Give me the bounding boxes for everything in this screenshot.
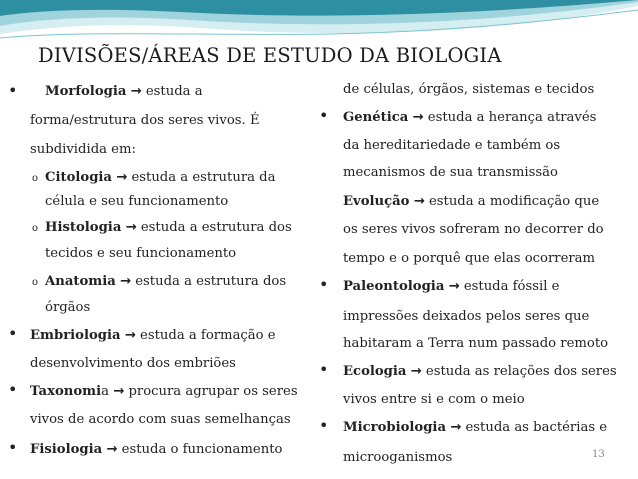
item-histologia: Histologia → estuda a estrutura dos bbox=[45, 220, 292, 235]
histologia-cont: tecidos e seu funcionamento bbox=[45, 246, 237, 261]
morfologia-cont-1: forma/estrutura dos seres vivos. É bbox=[30, 113, 260, 128]
bullet-ecologia: • bbox=[319, 360, 329, 379]
bullet-morfologia: • bbox=[8, 81, 18, 100]
arrow-icon: → bbox=[119, 274, 132, 289]
item-genetica: Genética → estuda a herança através bbox=[343, 110, 597, 125]
citologia-cont: célula e seu funcionamento bbox=[45, 194, 229, 209]
arrow-icon: → bbox=[410, 364, 422, 379]
arrow-icon: → bbox=[124, 328, 136, 343]
item-ecologia: Ecologia → estuda as relações dos seres bbox=[343, 364, 617, 379]
ecologia-cont: vivos entre si e com o meio bbox=[343, 392, 525, 407]
anatomia-cont: órgãos bbox=[45, 300, 91, 315]
item-anatomia: Anatomia → estuda a estrutura dos bbox=[45, 274, 287, 289]
paleontologia-cont-1: impressões deixados pelos seres que bbox=[343, 309, 590, 324]
item-embriologia: Embriologia → estuda a formação e bbox=[30, 328, 276, 343]
bullet-genetica: • bbox=[319, 106, 329, 125]
genetica-cont-2: mecanismos de sua transmissão bbox=[343, 165, 558, 180]
paleontologia-cont-2: habitaram a Terra num passado remoto bbox=[343, 336, 609, 351]
arrow-icon: → bbox=[113, 384, 125, 399]
bullet-microbiologia: • bbox=[319, 416, 329, 435]
sub-bullet-histologia: o bbox=[32, 223, 39, 234]
arrow-icon: → bbox=[125, 220, 137, 235]
arrow-icon: → bbox=[130, 84, 142, 99]
bullet-paleontologia: • bbox=[319, 275, 329, 294]
arrow-icon: → bbox=[450, 420, 462, 435]
evolucao-cont-1: os seres vivos sofreram no decorrer do bbox=[343, 222, 604, 237]
arrow-icon: → bbox=[448, 279, 460, 294]
bullet-taxonomia: • bbox=[8, 380, 18, 399]
item-evolucao: Evolução → estuda a modificação que bbox=[343, 194, 600, 209]
arrow-icon: → bbox=[413, 194, 425, 209]
embriologia-cont: desenvolvimento dos embriões bbox=[30, 356, 236, 371]
item-citologia: Citologia → estuda a estrutura da bbox=[45, 170, 276, 185]
term-morfologia: Morfologia bbox=[45, 84, 127, 99]
item-fisiologia: Fisiologia → estuda o funcionamento bbox=[30, 442, 283, 457]
arrow-icon: → bbox=[106, 442, 118, 457]
item-taxonomia: Taxonomia → procura agrupar os seres bbox=[30, 384, 298, 399]
arrow-icon: → bbox=[412, 110, 424, 125]
genetica-cont-1: da hereditariedade e também os bbox=[343, 138, 561, 153]
sub-bullet-citologia: o bbox=[32, 173, 39, 184]
item-microbiologia: Microbiologia → estuda as bactérias e bbox=[343, 420, 608, 435]
microbiologia-cont: microoganismos bbox=[343, 450, 453, 465]
morfologia-cont-2: subdividida em: bbox=[30, 142, 136, 157]
taxonomia-cont: vivos de acordo com suas semelhanças bbox=[30, 412, 291, 427]
page-title: DIVISÕES/ÁREAS DE ESTUDO DA BIOLOGIA bbox=[38, 44, 502, 67]
bullet-fisiologia: • bbox=[8, 438, 18, 457]
fisiologia-cont: de células, órgãos, sistemas e tecidos bbox=[343, 82, 595, 97]
page-number: 13 bbox=[592, 449, 605, 460]
evolucao-cont-2: tempo e o porquê que elas ocorreram bbox=[343, 251, 596, 266]
item-paleontologia: Paleontologia → estuda fóssil e bbox=[343, 279, 560, 294]
arrow-icon: → bbox=[116, 170, 128, 185]
sub-bullet-anatomia: o bbox=[32, 277, 39, 288]
bullet-embriologia: • bbox=[8, 324, 18, 343]
item-morfologia: Morfologia → estuda a bbox=[45, 84, 203, 99]
